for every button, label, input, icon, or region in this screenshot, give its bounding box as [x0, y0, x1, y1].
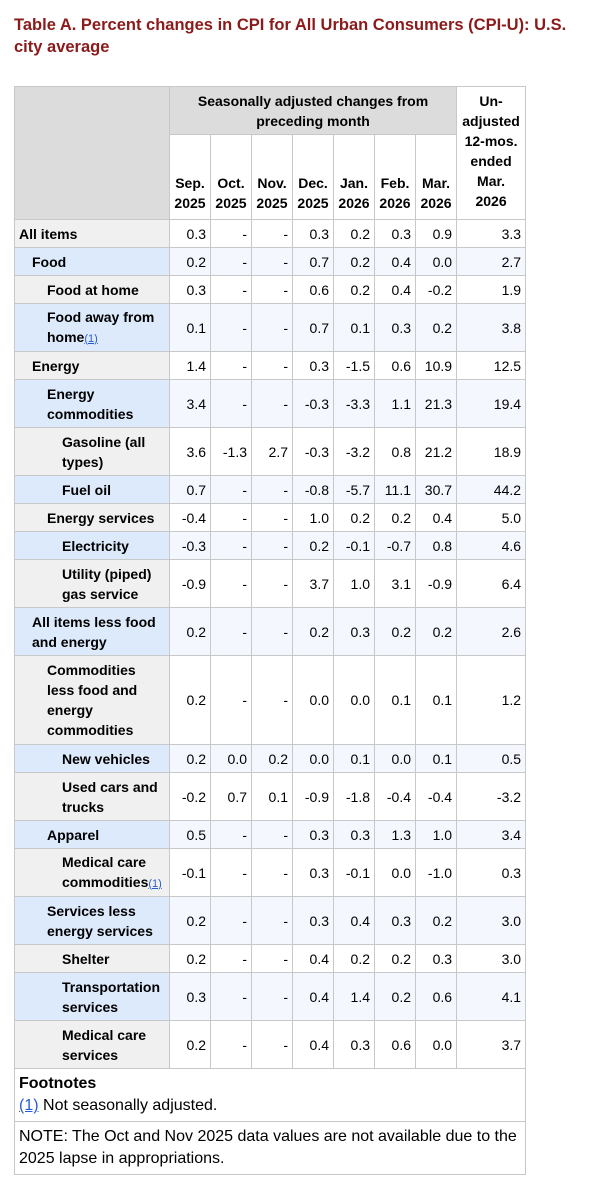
header-group-seasonally-adjusted: Seasonally adjusted changes from preceding month [170, 87, 457, 135]
value-cell: 1.4 [334, 973, 375, 1021]
row-label-text: Electricity [62, 537, 129, 554]
value-cell: 0.2 [334, 248, 375, 276]
header-month: Nov. 2025 [252, 135, 293, 220]
value-cell: 0.3 [293, 897, 334, 945]
value-cell: - [252, 476, 293, 504]
header-month: Mar. 2026 [416, 135, 457, 220]
value-cell: -0.1 [334, 849, 375, 897]
table-row [15, 945, 526, 973]
row-label [15, 945, 170, 973]
value-cell: -3.2 [457, 773, 526, 821]
row-label [15, 248, 170, 276]
value-cell: - [211, 352, 252, 380]
value-cell: 0.2 [170, 608, 211, 656]
row-label-text: Used cars and trucks [62, 778, 158, 815]
row-label-text: Services less energy services [47, 902, 153, 939]
value-cell: 0.2 [170, 897, 211, 945]
value-cell: 0.3 [375, 304, 416, 352]
value-cell: 0.3 [375, 220, 416, 248]
value-cell: 0.0 [375, 849, 416, 897]
header-month: Sep. 2025 [170, 135, 211, 220]
value-cell: -0.4 [375, 773, 416, 821]
value-cell: -1.3 [211, 428, 252, 476]
value-cell: 0.0 [293, 656, 334, 745]
table-row [15, 220, 526, 248]
footnote-link[interactable]: (1) [19, 1097, 39, 1114]
value-cell: 0.2 [375, 608, 416, 656]
value-cell: 5.0 [457, 504, 526, 532]
value-cell: 0.4 [293, 945, 334, 973]
row-label [15, 973, 170, 1021]
value-cell: 0.7 [293, 304, 334, 352]
value-cell: - [252, 945, 293, 973]
value-cell: 2.7 [457, 248, 526, 276]
value-cell: 0.4 [416, 504, 457, 532]
value-cell: -5.7 [334, 476, 375, 504]
value-cell: - [252, 973, 293, 1021]
value-cell: 0.2 [375, 973, 416, 1021]
value-cell: 0.3 [334, 1021, 375, 1069]
footnotes-heading: Footnotes [19, 1075, 97, 1092]
value-cell: - [211, 560, 252, 608]
value-cell: - [211, 656, 252, 745]
value-cell: 0.7 [293, 248, 334, 276]
table-row [15, 476, 526, 504]
value-cell: 0.3 [170, 220, 211, 248]
value-cell: 0.5 [170, 821, 211, 849]
row-label [15, 380, 170, 428]
row-label-text: Food away from home [47, 308, 155, 345]
row-label [15, 276, 170, 304]
value-cell: 0.3 [457, 849, 526, 897]
value-cell: 3.4 [170, 380, 211, 428]
value-cell: 0.0 [334, 656, 375, 745]
row-label-text: Medical care services [62, 1026, 147, 1063]
value-cell: 0.9 [416, 220, 457, 248]
value-cell: - [252, 656, 293, 745]
value-cell: 0.1 [334, 745, 375, 773]
value-cell: - [252, 220, 293, 248]
value-cell: - [211, 897, 252, 945]
value-cell: 0.3 [293, 220, 334, 248]
value-cell: 0.2 [334, 276, 375, 304]
table-row [15, 849, 526, 897]
header-month: Feb. 2026 [375, 135, 416, 220]
value-cell: 0.2 [293, 608, 334, 656]
value-cell: 3.0 [457, 945, 526, 973]
value-cell: 0.2 [375, 945, 416, 973]
value-cell: 0.2 [252, 745, 293, 773]
value-cell: - [252, 304, 293, 352]
table-row [15, 745, 526, 773]
value-cell: - [211, 248, 252, 276]
value-cell: 0.4 [293, 1021, 334, 1069]
value-cell: 0.2 [375, 504, 416, 532]
value-cell: - [252, 1021, 293, 1069]
value-cell: - [211, 504, 252, 532]
value-cell: 0.1 [375, 656, 416, 745]
row-label [15, 560, 170, 608]
table-row [15, 560, 526, 608]
table-row [15, 973, 526, 1021]
value-cell: 19.4 [457, 380, 526, 428]
table-row [15, 428, 526, 476]
value-cell: 18.9 [457, 428, 526, 476]
table-row [15, 504, 526, 532]
table-row [15, 656, 526, 745]
value-cell: 11.1 [375, 476, 416, 504]
value-cell: -3.2 [334, 428, 375, 476]
row-label-text: Apparel [47, 826, 100, 843]
value-cell: - [252, 380, 293, 428]
row-label-text: Commodities less food and energy commodities [47, 662, 138, 738]
value-cell: 10.9 [416, 352, 457, 380]
value-cell: - [252, 849, 293, 897]
value-cell: - [252, 560, 293, 608]
value-cell: 4.1 [457, 973, 526, 1021]
value-cell: -0.9 [293, 773, 334, 821]
value-cell: 0.6 [375, 352, 416, 380]
value-cell: 0.7 [170, 476, 211, 504]
value-cell: 12.5 [457, 352, 526, 380]
value-cell: 0.2 [416, 304, 457, 352]
value-cell: 3.7 [293, 560, 334, 608]
value-cell: -0.4 [416, 773, 457, 821]
value-cell: 21.2 [416, 428, 457, 476]
value-cell: - [211, 276, 252, 304]
value-cell: 0.8 [416, 532, 457, 560]
row-label [15, 304, 170, 352]
value-cell: - [211, 476, 252, 504]
value-cell: - [211, 220, 252, 248]
value-cell: 3.1 [375, 560, 416, 608]
value-cell: - [211, 821, 252, 849]
value-cell: 0.2 [170, 248, 211, 276]
value-cell: -1.5 [334, 352, 375, 380]
value-cell: 0.3 [293, 352, 334, 380]
value-cell: - [252, 504, 293, 532]
row-label-text: New vehicles [62, 750, 150, 767]
value-cell: 0.3 [375, 897, 416, 945]
value-cell: 3.4 [457, 821, 526, 849]
row-label [15, 220, 170, 248]
value-cell: 0.0 [416, 1021, 457, 1069]
value-cell: - [252, 821, 293, 849]
value-cell: 6.4 [457, 560, 526, 608]
value-cell: - [252, 897, 293, 945]
row-label-text: All items less food and energy [32, 613, 156, 650]
note-text: NOTE: The Oct and Nov 2025 data values are not available due to the 2025 lapse in appropriations. [15, 1122, 526, 1175]
row-label [15, 897, 170, 945]
value-cell: -1.0 [416, 849, 457, 897]
value-cell: 21.3 [416, 380, 457, 428]
value-cell: 0.6 [416, 973, 457, 1021]
footnotes-section [15, 1069, 526, 1122]
value-cell: -0.3 [293, 428, 334, 476]
footnote-ref-link[interactable]: (1) [84, 332, 98, 345]
row-label-text: Energy commodities [47, 385, 134, 422]
value-cell: 30.7 [416, 476, 457, 504]
value-cell: - [211, 849, 252, 897]
footnote-ref-link[interactable]: (1) [148, 877, 162, 890]
value-cell: 1.4 [170, 352, 211, 380]
table-row [15, 1021, 526, 1069]
value-cell: -1.8 [334, 773, 375, 821]
value-cell: 3.6 [170, 428, 211, 476]
value-cell: 0.6 [375, 1021, 416, 1069]
row-label [15, 504, 170, 532]
value-cell: 0.3 [416, 945, 457, 973]
value-cell: 0.4 [375, 248, 416, 276]
value-cell: -0.1 [170, 849, 211, 897]
row-label [15, 532, 170, 560]
table-row [15, 608, 526, 656]
row-label [15, 476, 170, 504]
value-cell: -0.2 [416, 276, 457, 304]
value-cell: 0.0 [416, 248, 457, 276]
row-label-text: Food [32, 253, 67, 270]
value-cell: - [211, 1021, 252, 1069]
value-cell: 3.8 [457, 304, 526, 352]
value-cell: 0.7 [211, 773, 252, 821]
row-label [15, 1021, 170, 1069]
value-cell: 2.7 [252, 428, 293, 476]
value-cell: - [211, 380, 252, 428]
value-cell: 0.2 [170, 1021, 211, 1069]
value-cell: 1.2 [457, 656, 526, 745]
value-cell: 3.3 [457, 220, 526, 248]
row-label-text: All items [19, 225, 78, 242]
header-unadjusted: Un-adjusted 12-mos. ended Mar. 2026 [457, 87, 526, 220]
value-cell: - [252, 608, 293, 656]
row-label [15, 428, 170, 476]
value-cell: - [211, 945, 252, 973]
table-row [15, 897, 526, 945]
row-label [15, 352, 170, 380]
value-cell: 0.3 [334, 821, 375, 849]
table-row [15, 532, 526, 560]
value-cell: -0.9 [416, 560, 457, 608]
value-cell: - [252, 276, 293, 304]
value-cell: - [252, 532, 293, 560]
value-cell: -0.7 [375, 532, 416, 560]
value-cell: 0.3 [293, 849, 334, 897]
value-cell: 0.5 [457, 745, 526, 773]
value-cell: -0.4 [170, 504, 211, 532]
value-cell: -0.2 [170, 773, 211, 821]
value-cell: -0.3 [293, 380, 334, 428]
header-month: Oct. 2025 [211, 135, 252, 220]
value-cell: 1.9 [457, 276, 526, 304]
footnote-text: Not seasonally adjusted. [38, 1097, 218, 1114]
value-cell: 0.6 [293, 276, 334, 304]
row-label-text: Gasoline (all types) [62, 433, 146, 470]
value-cell: 0.3 [293, 821, 334, 849]
value-cell: - [211, 608, 252, 656]
value-cell: 1.0 [293, 504, 334, 532]
value-cell: -0.3 [170, 532, 211, 560]
value-cell: 3.7 [457, 1021, 526, 1069]
value-cell: 1.0 [334, 560, 375, 608]
value-cell: -0.1 [334, 532, 375, 560]
row-label [15, 608, 170, 656]
value-cell: 0.8 [375, 428, 416, 476]
value-cell: 4.6 [457, 532, 526, 560]
value-cell: -0.9 [170, 560, 211, 608]
value-cell: 0.0 [211, 745, 252, 773]
row-label [15, 745, 170, 773]
value-cell: -0.8 [293, 476, 334, 504]
table-row [15, 248, 526, 276]
row-label [15, 849, 170, 897]
row-label [15, 773, 170, 821]
row-label [15, 656, 170, 745]
value-cell: 0.0 [293, 745, 334, 773]
row-label-text: Transportation services [62, 978, 161, 1015]
value-cell: 1.0 [416, 821, 457, 849]
row-label-text: Shelter [62, 950, 110, 967]
value-cell: 3.0 [457, 897, 526, 945]
row-label-text: Food at home [47, 281, 139, 298]
cpi-table [14, 86, 526, 1175]
value-cell: 0.1 [252, 773, 293, 821]
value-cell: - [211, 532, 252, 560]
value-cell: 0.1 [170, 304, 211, 352]
table-title: Table A. Percent changes in CPI for All Urban Consumers (CPI-U): U.S. city average [14, 16, 567, 56]
table-row [15, 276, 526, 304]
value-cell: 0.4 [375, 276, 416, 304]
header-month: Jan. 2026 [334, 135, 375, 220]
value-cell: - [252, 248, 293, 276]
table-row [15, 304, 526, 352]
row-label-text: Fuel oil [62, 481, 111, 498]
table-row [15, 380, 526, 428]
table-row [15, 773, 526, 821]
value-cell: 0.1 [416, 656, 457, 745]
value-cell: 0.2 [416, 897, 457, 945]
value-cell: 0.2 [170, 656, 211, 745]
value-cell: - [211, 973, 252, 1021]
value-cell: 44.2 [457, 476, 526, 504]
value-cell: 0.3 [170, 276, 211, 304]
value-cell: 0.3 [170, 973, 211, 1021]
value-cell: 0.1 [416, 745, 457, 773]
value-cell: 0.2 [334, 220, 375, 248]
row-label-text: Energy services [47, 509, 155, 526]
table-row [15, 821, 526, 849]
value-cell: 0.2 [334, 945, 375, 973]
row-label-text: Medical care commodities [62, 853, 149, 890]
table-row [15, 352, 526, 380]
value-cell: 0.2 [293, 532, 334, 560]
value-cell: 2.6 [457, 608, 526, 656]
row-label [15, 821, 170, 849]
value-cell: 0.4 [293, 973, 334, 1021]
header-corner [15, 87, 170, 220]
value-cell: 0.4 [334, 897, 375, 945]
value-cell: 0.2 [170, 745, 211, 773]
value-cell: 1.1 [375, 380, 416, 428]
value-cell: -3.3 [334, 380, 375, 428]
value-cell: 0.2 [416, 608, 457, 656]
value-cell: 0.3 [334, 608, 375, 656]
value-cell: - [252, 352, 293, 380]
value-cell: 1.3 [375, 821, 416, 849]
value-cell: 0.1 [334, 304, 375, 352]
value-cell: 0.2 [170, 945, 211, 973]
value-cell: 0.2 [334, 504, 375, 532]
value-cell: - [211, 304, 252, 352]
value-cell: 0.0 [375, 745, 416, 773]
header-month: Dec. 2025 [293, 135, 334, 220]
row-label-text: Utility (piped) gas service [62, 565, 152, 602]
row-label-text: Energy [32, 357, 80, 374]
